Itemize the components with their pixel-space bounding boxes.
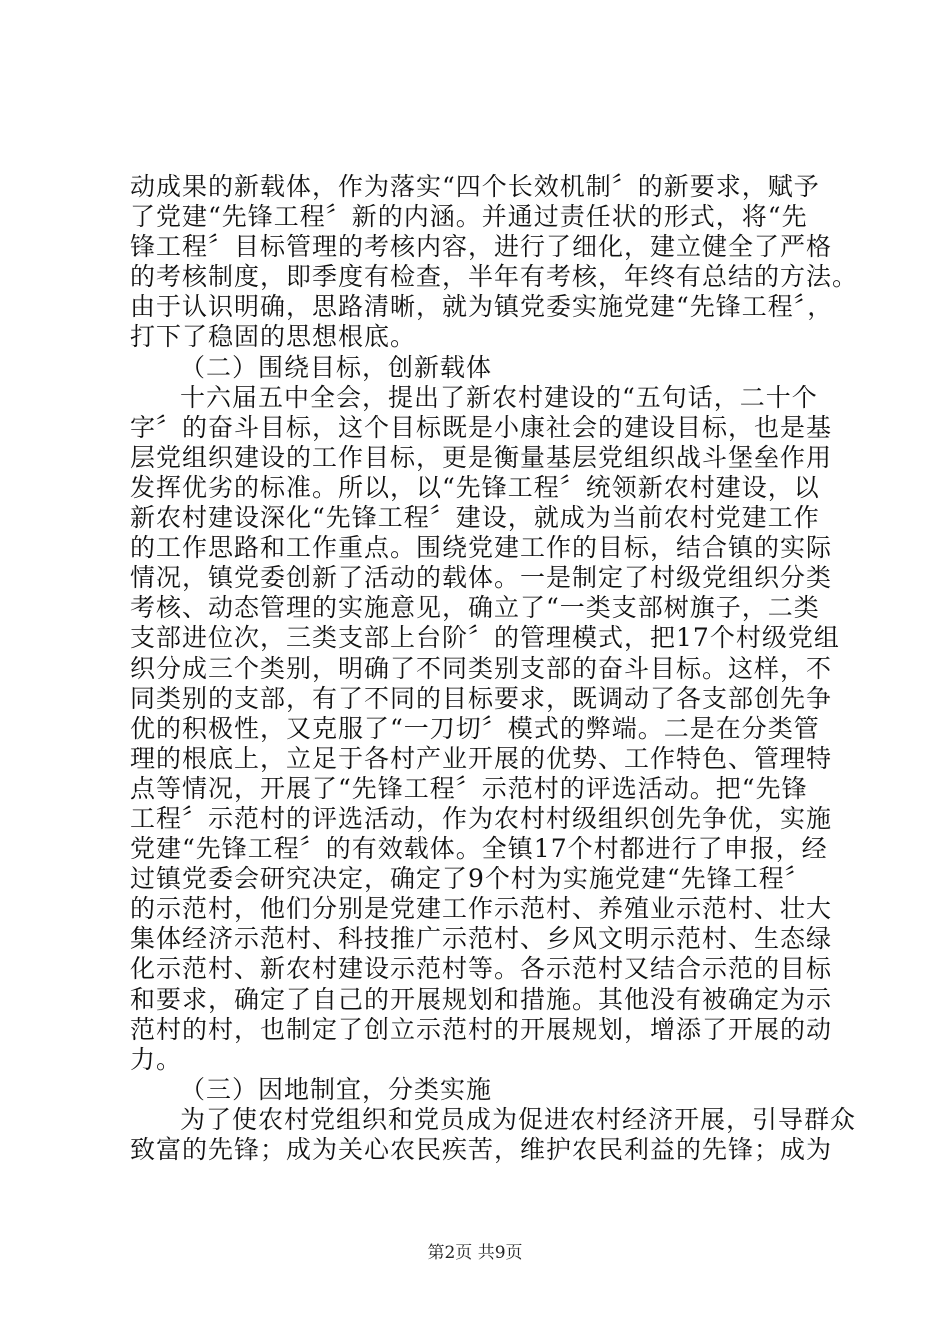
text-line: 发挥优劣的标准。所以，以“先锋工程〞统领新农村建设，以 bbox=[130, 472, 820, 502]
text-line: 由于认识明确，思路清晰，就为镇党委实施党建“先锋工程〞， bbox=[130, 292, 834, 322]
text-line: 十六届五中全会，提出了新农村建设的“五句话，二十个 bbox=[180, 382, 818, 412]
text-line: 优的积极性，又克服了“一刀切〞模式的弊端。二是在分类管 bbox=[130, 713, 820, 743]
text-line: （二）围绕目标，创新载体 bbox=[180, 352, 493, 382]
text-line: 情况，镇党委创新了活动的载体。一是制定了村级党组织分类 bbox=[130, 563, 833, 593]
text-line: 的考核制度，即季度有检查，半年有考核，年终有总结的方法。 bbox=[130, 262, 859, 292]
text-line: 字〞的奋斗目标，这个目标既是小康社会的建设目标，也是基 bbox=[130, 412, 833, 442]
text-line: 点等情况，开展了“先锋工程〞示范村的评选活动。把“先锋 bbox=[130, 773, 808, 803]
text-line: 理的根底上，立足于各村产业开展的优势、工作特色、管理特 bbox=[130, 743, 833, 773]
text-line: （三）因地制宜，分类实施 bbox=[180, 1074, 493, 1104]
text-line: 过镇党委会研究决定，确定了9个村为实施党建“先锋工程〞 bbox=[130, 864, 811, 894]
text-line: 党建“先锋工程〞的有效载体。全镇17个村都进行了申报，经 bbox=[130, 834, 828, 864]
text-line: 打下了稳固的思想根底。 bbox=[130, 322, 417, 352]
text-line: 范村的村，也制定了创立示范村的开展规划，增添了开展的动 bbox=[130, 1014, 833, 1044]
text-line: 同类别的支部，有了不同的目标要求，既调动了各支部创先争 bbox=[130, 683, 833, 713]
text-line: 和要求，确定了自己的开展规划和措施。其他没有被确定为示 bbox=[130, 984, 833, 1014]
text-line: 层党组织建设的工作目标，更是衡量基层党组织战斗堡垒作用 bbox=[130, 442, 833, 472]
text-line: 考核、动态管理的实施意见，确立了“一类支部树旗子，二类 bbox=[130, 593, 820, 623]
text-line: 了党建“先锋工程〞新的内涵。并通过责任状的形式，将“先 bbox=[130, 202, 808, 232]
page-number: 第2页 共9页 bbox=[427, 1243, 523, 1263]
text-line: 动成果的新载体，作为落实“四个长效机制〞的新要求，赋予 bbox=[130, 172, 820, 201]
text-line: 集体经济示范村、科技推广示范村、乡风文明示范村、生态绿 bbox=[130, 924, 833, 954]
text-line: 的工作思路和工作重点。围绕党建工作的目标，结合镇的实际 bbox=[130, 533, 833, 563]
text-line: 致富的先锋；成为关心农民疾苦，维护农民利益的先锋；成为 bbox=[130, 1135, 833, 1164]
text-line: 织分成三个类别，明确了不同类别支部的奋斗目标。这样，不 bbox=[130, 653, 833, 683]
text-line: 力。 bbox=[130, 1044, 183, 1074]
text-line: 工程〞示范村的评选活动，作为农村村级组织创先争优，实施 bbox=[130, 803, 833, 833]
document-body bbox=[130, 172, 860, 1165]
text-line: 的示范村，他们分别是党建工作示范村、养殖业示范村、壮大 bbox=[130, 894, 833, 924]
text-line: 锋工程〞目标管理的考核内容，进行了细化，建立健全了严格 bbox=[130, 232, 833, 262]
page-footer bbox=[0, 1242, 950, 1264]
text-line: 新农村建设深化“先锋工程〞建设，就成为当前农村党建工作 bbox=[130, 503, 820, 533]
text-line: 为了使农村党组织和党员成为促进农村经济开展，引导群众 bbox=[180, 1104, 857, 1134]
text-line: 化示范村、新农村建设示范村等。各示范村又结合示范的目标 bbox=[130, 954, 833, 984]
text-line: 支部进位次，三类支部上台阶〞的管理模式，把17个村级党组 bbox=[130, 623, 840, 653]
